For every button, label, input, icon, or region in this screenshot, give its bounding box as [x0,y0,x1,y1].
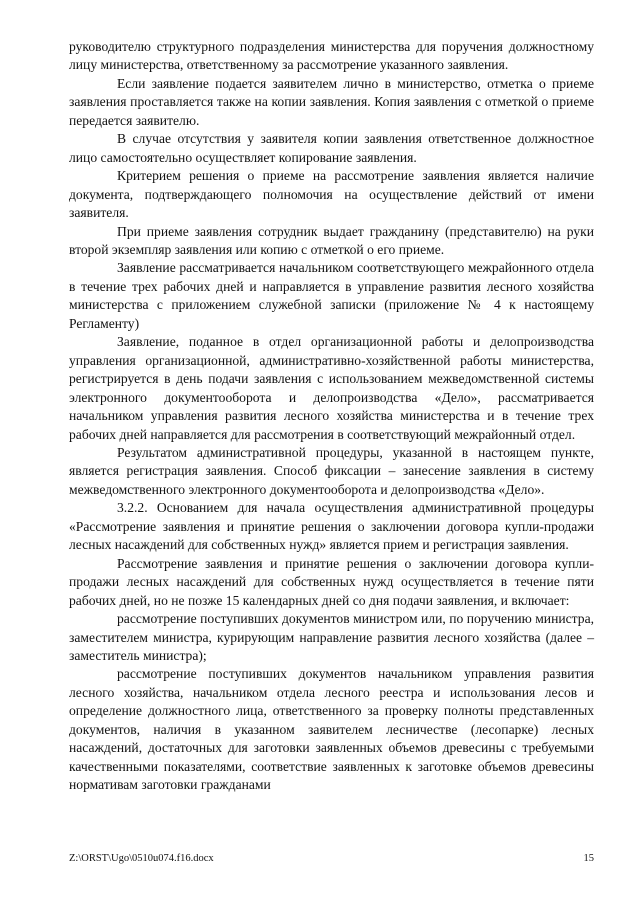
paragraph: В случае отсутствия у заявителя копии заявления ответственное должностное лицо самостоятельно осуществляет копирование заявления. [69,131,594,165]
page-footer [69,852,594,866]
paragraph: Заявление рассматривается начальником соответствующего межрайонного отдела в течение трех рабочих дней и направляется в управление развития лесного хозяйства министерства с приложением служебной записки (приложение № 4 к настоящему Регламенту) [69,260,594,331]
paragraph: 3.2.2. Основанием для начала осуществления административной процедуры «Рассмотрение заявления и принятие решения о заключении договора купли-продажи лесных насаждений для собственных нужд» является прием и регистрация заявления. [69,500,594,553]
page-number: 15 [583,853,594,864]
paragraph: руководителю структурного подразделения министерства для поручения должностному лицу министерства, ответственному за рассмотрение указанного заявления. [69,39,594,73]
paragraph: рассмотрение поступивших документов начальником управления развития лесного хозяйства, начальником отдела лесного реестра и использования лесов и определение должностного лица, ответственного за проверку полноты представленных документов, наличия в указанном заявителем лесничестве (лесопарке) лесных насаждений, достаточных для заготовки заявленных объемов древесины с требуемыми качественными показателями, соответствие заявленных к заготовке объемов древесины нормативам заготовки гражданами [69,666,594,793]
paragraph: Заявление, поданное в отдел организационной работы и делопроизводства управления организационной, административно-хозяйственной работы министерства, регистрируется в день подачи заявления с использованием межведомственной системы электронного документооборота и делопроизводства «Дело», рассматривается начальником управления развития лесного хозяйства министерства и в течение трех рабочих дней направляется для рассмотрения в соответствующий межрайонный отдел. [69,334,594,442]
paragraph: Критерием решения о приеме на рассмотрение заявления является наличие документа, подтверждающего полномочия на осуществление действий от имени заявителя. [69,168,594,221]
paragraph: Результатом административной процедуры, указанной в настоящем пункте, является регистрация заявления. Способ фиксации – занесение заявления в систему межведомственного электронного документооборота и делопроизводства «Дело». [69,444,594,497]
paragraph: При приеме заявления сотрудник выдает гражданину (представителю) на руки второй экземпляр заявления или копию с отметкой о его приеме. [69,223,594,257]
footer-file-path: Z:\ORST\Ugo\0510u074.f16.docx [69,853,214,864]
paragraph: Рассмотрение заявления и принятие решения о заключении договора купли-продажи лесных насаждений для собственных нужд осуществляется в течение пяти рабочих дней, но не позже 15 календарных дней со дня подачи заявления, и включает: [69,555,594,608]
paragraph: рассмотрение поступивших документов министром или, по поручению министра, заместителем министра, курирующим направление развития лесного хозяйства (далее – заместитель министра); [69,611,594,663]
document-body [69,38,594,795]
paragraph: Если заявление подается заявителем лично в министерство, отметка о приеме заявления проставляется также на копии заявления. Копия заявления с отметкой о приеме передается заявителю. [69,75,594,128]
